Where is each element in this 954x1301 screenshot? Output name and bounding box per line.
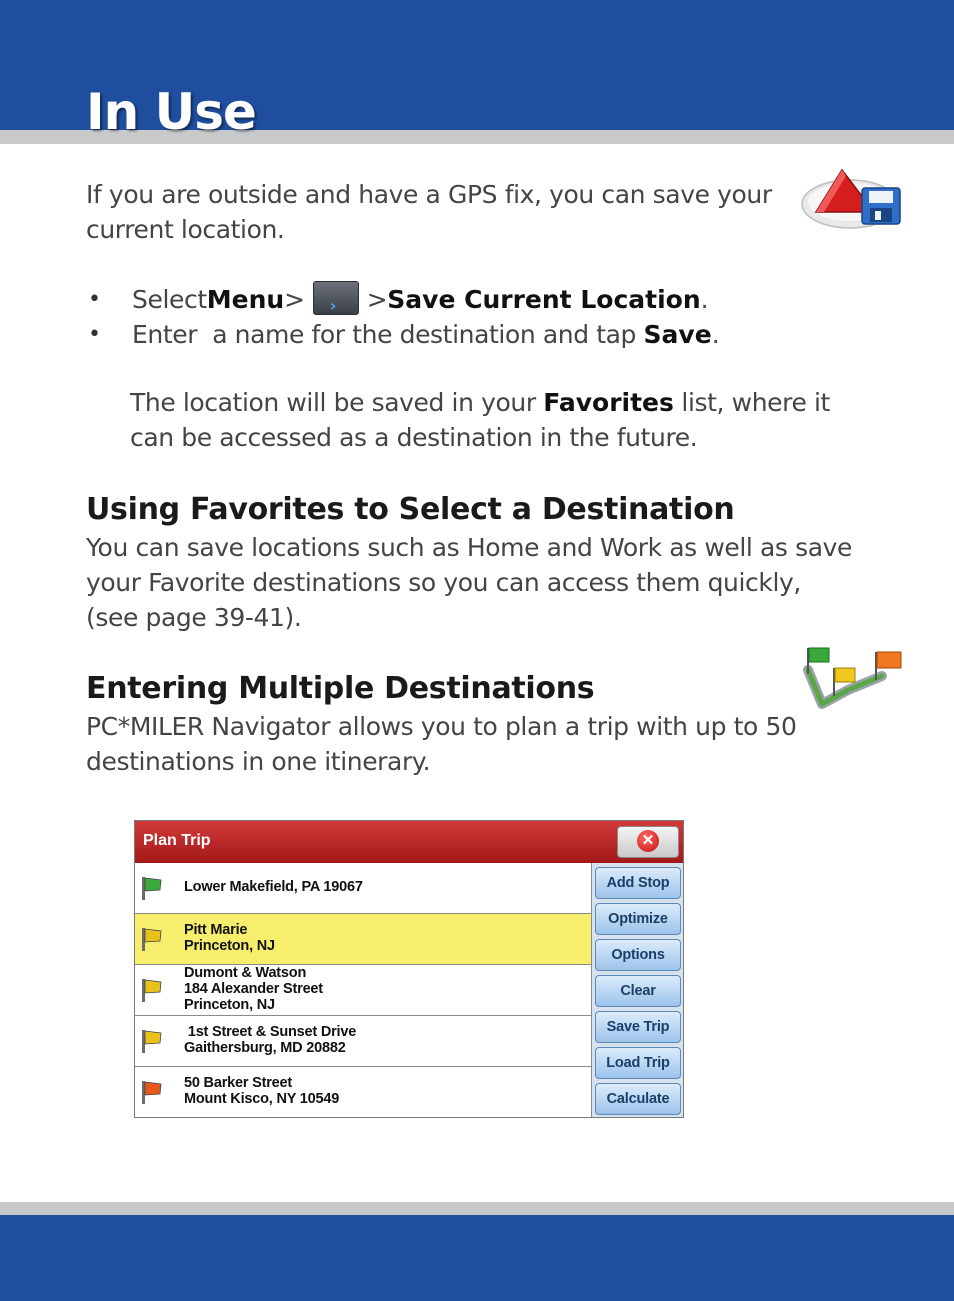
note-favorites: Favorites	[543, 388, 674, 417]
destination-row[interactable]	[135, 914, 591, 965]
destination-address	[184, 1075, 339, 1107]
bullet1-save-current-location: Save Current Location	[387, 285, 701, 314]
destination-address	[184, 965, 323, 1013]
flag-icon	[141, 977, 163, 1003]
bullet2-prefix: Enter a name for the destination and tap	[132, 320, 644, 349]
destination-address	[184, 922, 275, 954]
bullet1-after: >	[366, 285, 388, 314]
section-multiple-destinations-body	[86, 709, 826, 779]
footer-band	[0, 1215, 954, 1301]
favorites-note	[130, 385, 850, 455]
section2-line: PC*MILER Navigator allows you to plan a trip with up to 50	[86, 712, 797, 741]
destination-address-line: Lower Makefield, PA 19067	[184, 879, 363, 895]
optimize-button[interactable]: Optimize	[595, 903, 681, 935]
section2-line: destinations in one itinerary.	[86, 747, 431, 776]
bullet1-menu: Menu	[206, 285, 285, 314]
section1-line: You can save locations such as Home and Work as well as save	[86, 533, 853, 562]
options-button[interactable]: Options	[595, 939, 681, 971]
calculate-button[interactable]: Calculate	[595, 1083, 681, 1115]
chevron-right-icon: ›	[329, 295, 336, 315]
destination-row[interactable]	[135, 863, 591, 914]
section-heading-multiple-destinations: Entering Multiple Destinations	[86, 671, 595, 706]
add-stop-button[interactable]: Add Stop	[595, 867, 681, 899]
load-trip-button[interactable]: Load Trip	[595, 1047, 681, 1079]
destination-address-line: Gaithersburg, MD 20882	[184, 1040, 346, 1056]
bullet-dot: •	[88, 322, 101, 347]
footer-stripe	[0, 1202, 954, 1215]
section1-line: your Favorite destinations so you can access them quickly,	[86, 568, 801, 597]
flag-icon	[141, 926, 163, 952]
flag-icon	[141, 875, 163, 901]
bullet-enter-name	[86, 317, 906, 352]
multi-destination-flags-icon	[800, 642, 908, 714]
destination-address	[184, 1024, 356, 1056]
flag-icon	[141, 1079, 163, 1105]
bullet2-end: .	[711, 320, 720, 349]
bullet-select-menu	[86, 282, 906, 317]
destination-row[interactable]	[135, 965, 591, 1016]
bullet1-prefix: Select	[132, 285, 207, 314]
plan-trip-title: Plan Trip	[143, 832, 211, 849]
bullet1-mid: >	[284, 285, 305, 314]
section1-line: (see page 39-41).	[86, 603, 302, 632]
plan-trip-button-column	[592, 863, 683, 1117]
bullet1-end: .	[700, 285, 709, 314]
section-favorites-body	[86, 530, 886, 635]
destination-address-line: Dumont & Watson	[184, 965, 307, 981]
destination-address-line: Pitt Marie	[184, 922, 248, 938]
flag-icon	[141, 1028, 163, 1054]
note-suffix: list, where it can be accessed as a destination in the future.	[130, 388, 830, 452]
destination-row[interactable]	[135, 1016, 591, 1067]
page-title: In Use	[86, 83, 256, 141]
plan-trip-title-bar	[135, 821, 683, 863]
note-prefix: The location will be saved in your	[130, 388, 544, 417]
close-button[interactable]	[617, 826, 679, 858]
destination-address-line: Princeton, NJ	[184, 938, 275, 954]
plan-trip-screen	[134, 820, 684, 1118]
destination-address-line: Mount Kisco, NY 10549	[184, 1091, 340, 1107]
destination-row[interactable]	[135, 1067, 591, 1118]
destination-address-line: 50 Barker Street	[184, 1075, 293, 1091]
destination-address-line: Princeton, NJ	[184, 997, 275, 1013]
save-trip-button[interactable]: Save Trip	[595, 1011, 681, 1043]
save-location-icon	[800, 162, 908, 232]
close-icon: ✕	[637, 830, 659, 852]
section-heading-favorites: Using Favorites to Select a Destination	[86, 492, 735, 527]
destination-list	[135, 863, 591, 1117]
destination-address-line: 1st Street & Sunset Drive	[184, 1024, 357, 1040]
bullet2-save: Save	[643, 320, 712, 349]
destination-address-line: 184 Alexander Street	[184, 981, 323, 997]
intro-text: If you are outside and have a GPS fix, you can save your current location.	[86, 180, 772, 244]
menu-arrow-button	[313, 281, 359, 315]
bullet-dot: •	[88, 287, 101, 312]
destination-address	[184, 879, 363, 895]
clear-button[interactable]: Clear	[595, 975, 681, 1007]
